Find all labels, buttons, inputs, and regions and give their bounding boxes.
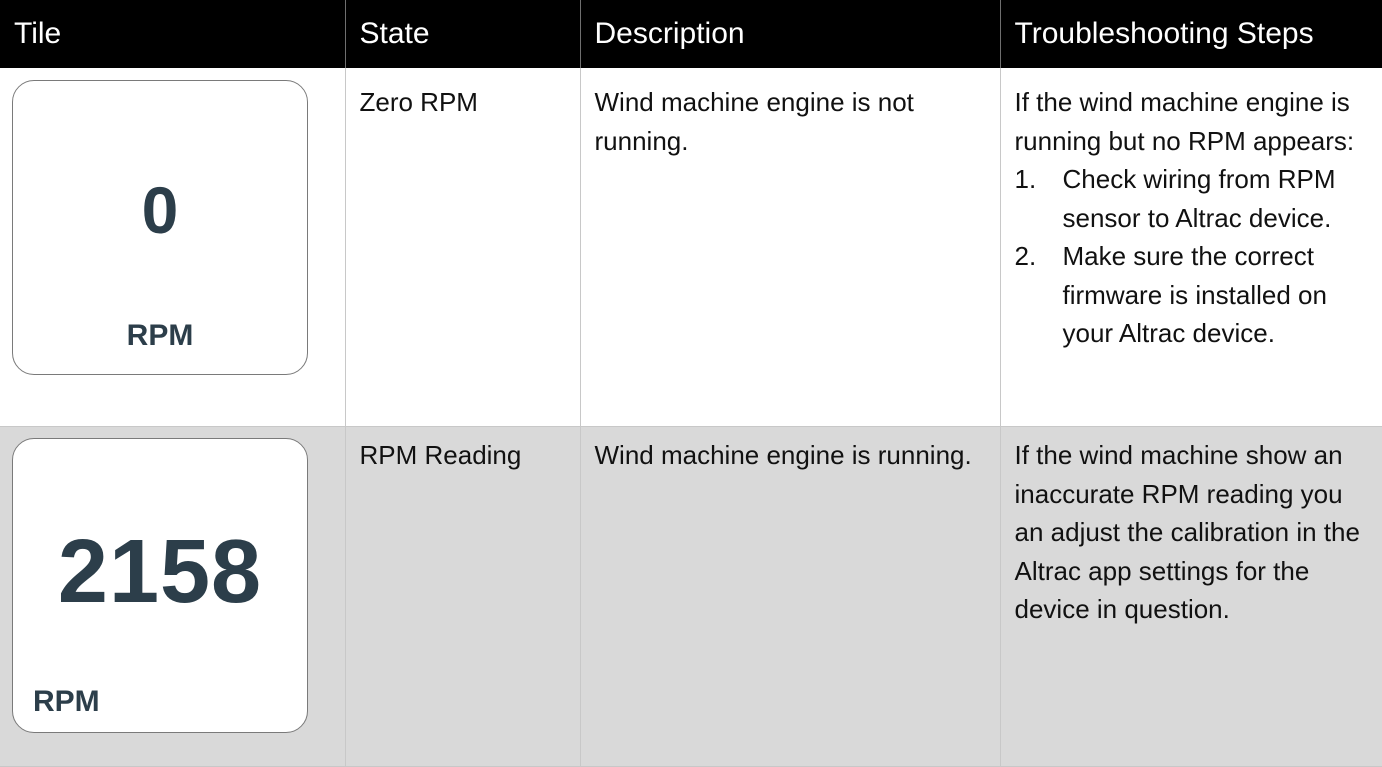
rpm-tile bbox=[12, 438, 308, 733]
troubleshooting-intro: If the wind machine engine is running but no RPM appears: bbox=[1014, 87, 1355, 156]
description-cell: Wind machine engine is not running. bbox=[580, 68, 1000, 427]
step-number: 2. bbox=[1014, 241, 1037, 271]
step-number: 1. bbox=[1014, 164, 1037, 194]
state-cell: Zero RPM bbox=[345, 68, 580, 427]
troubleshooting-cell bbox=[1000, 68, 1382, 427]
rpm-tile bbox=[12, 80, 308, 375]
rpm-tile-unit: RPM bbox=[33, 685, 100, 718]
rpm-tile-value: 2158 bbox=[57, 522, 263, 622]
header-state: State bbox=[345, 0, 580, 68]
description-cell: Wind machine engine is running. bbox=[580, 427, 1000, 767]
step-text: Check wiring from RPM sensor to Altrac device. bbox=[1062, 164, 1336, 233]
state-cell: RPM Reading bbox=[345, 427, 580, 767]
troubleshooting-cell: If the wind machine show an inaccurate RPM reading you an adjust the calibration in the Altrac app settings for the device in question. bbox=[1000, 427, 1382, 767]
header-troubleshooting-steps: Troubleshooting Steps bbox=[1000, 0, 1382, 68]
tile-cell bbox=[0, 68, 345, 427]
rpm-tile-unit: RPM bbox=[126, 319, 194, 352]
list-item bbox=[1015, 237, 1369, 353]
table-row bbox=[0, 427, 1382, 767]
header-description: Description bbox=[580, 0, 1000, 68]
list-item bbox=[1015, 160, 1369, 237]
header-tile: Tile bbox=[0, 0, 345, 68]
header-row bbox=[0, 0, 1382, 68]
table-row bbox=[0, 68, 1382, 427]
rpm-tile-value: 0 bbox=[141, 173, 179, 247]
tile-cell bbox=[0, 427, 345, 767]
troubleshooting-steps-list bbox=[1015, 160, 1369, 353]
step-text: Make sure the correct firmware is installed on your Altrac device. bbox=[1062, 241, 1327, 348]
